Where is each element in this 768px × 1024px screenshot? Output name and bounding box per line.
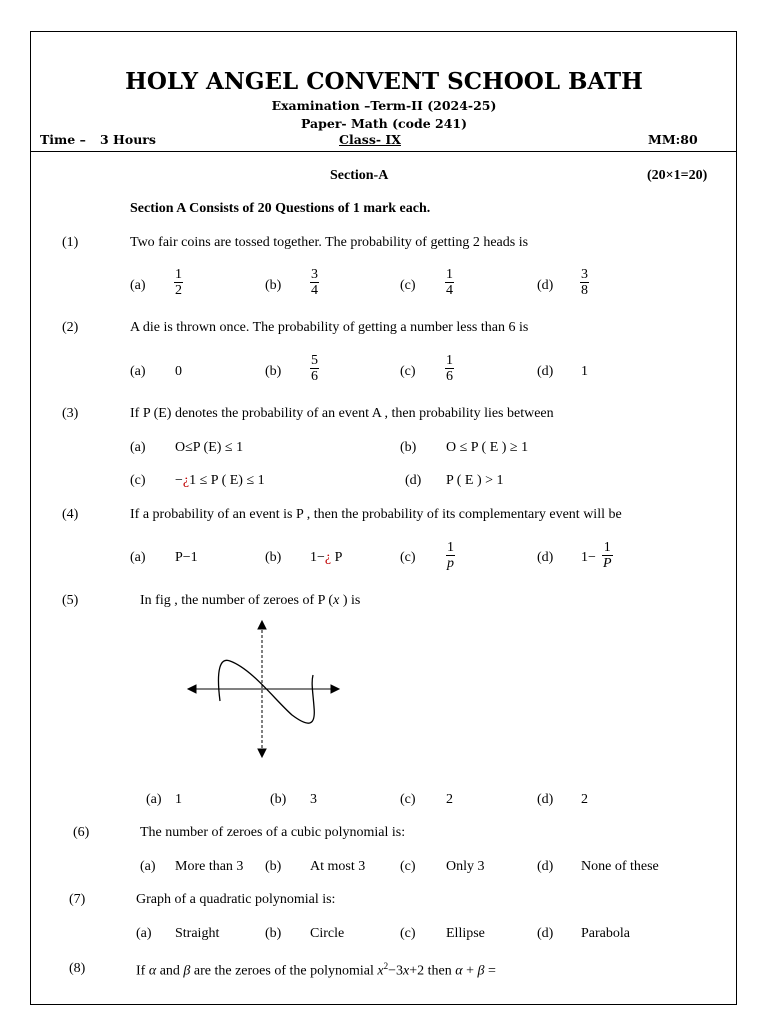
option-label: (b) — [400, 440, 417, 455]
question-number: (5) — [62, 593, 79, 608]
option-label: (a) — [130, 440, 146, 455]
option-label: (d) — [537, 926, 554, 941]
class-label: Class- IX — [339, 132, 401, 147]
school-name: HOLY ANGEL CONVENT SCHOOL BATH — [125, 68, 643, 95]
option-label: (c) — [130, 473, 146, 488]
question-text: If a probability of an event is P , then the probability of its complementary event will be — [130, 507, 622, 522]
polynomial-curve — [218, 660, 314, 723]
option-prefix: 1− — [581, 550, 596, 565]
option-value: Parabola — [581, 926, 630, 941]
option-value: None of these — [581, 859, 659, 874]
option-value: P ( E ) > 1 — [446, 473, 504, 488]
option-value: O≤P (E) ≤ 1 — [175, 440, 244, 455]
x-axis-left-arrow — [188, 685, 196, 693]
option-fraction: $\frac{3}{4}$ — [311, 267, 318, 298]
option-label: (c) — [400, 364, 416, 379]
option-fraction: $\frac{1}{6}$ — [446, 353, 453, 384]
option-fraction: $\frac{3}{8}$ — [581, 267, 588, 298]
option-label: (d) — [537, 859, 554, 874]
max-marks: MM:80 — [648, 132, 698, 147]
question-number: (2) — [62, 320, 79, 335]
x-axis-right-arrow — [331, 685, 339, 693]
option-label: (b) — [265, 859, 282, 874]
section-title: Section-A — [330, 168, 389, 183]
section-instruction: Section A Consists of 20 Questions of 1 mark each. — [130, 201, 431, 216]
option-value: At most 3 — [310, 859, 366, 874]
option-value: P−1 — [175, 550, 198, 565]
question-text: A die is thrown once. The probability of getting a number less than 6 is — [130, 320, 529, 335]
option-label: (a) — [130, 550, 146, 565]
time-value: 3 Hours — [100, 132, 156, 147]
option-label: (a) — [130, 278, 146, 293]
header-divider — [30, 151, 737, 152]
section-marks: (20×1=20) — [647, 168, 708, 183]
option-value: 1 — [581, 364, 588, 379]
exam-title: Examination –Term-II (2024-25) — [271, 98, 497, 113]
option-value: More than 3 — [175, 859, 244, 874]
option-label: (b) — [270, 792, 287, 807]
option-fraction: $\frac{1}{4}$ — [446, 267, 453, 298]
option-label: (a) — [136, 926, 152, 941]
y-axis-down-arrow — [258, 749, 266, 757]
option-fraction: $\frac{1}{2}$ — [175, 267, 182, 298]
question-text: In fig , the number of zeroes of P (x ) is — [140, 593, 361, 608]
question-text: If α and β are the zeroes of the polynomial $x^2-3x+2$ then α + β = — [136, 961, 496, 979]
option-label: (b) — [265, 926, 282, 941]
option-label: (d) — [405, 473, 422, 488]
option-label: (c) — [400, 792, 416, 807]
option-value: Only 3 — [446, 859, 485, 874]
option-value: 2 — [446, 792, 453, 807]
option-value: Ellipse — [446, 926, 485, 941]
option-label: (d) — [537, 792, 554, 807]
question-number: (8) — [69, 961, 86, 976]
option-label: (c) — [400, 550, 416, 565]
option-value: O ≤ P ( E ) ≥ 1 — [446, 440, 529, 455]
option-label: (d) — [537, 364, 554, 379]
option-value: 3 — [310, 792, 317, 807]
option-label: (b) — [265, 550, 282, 565]
question-number: (7) — [69, 892, 86, 907]
option-label: (d) — [537, 550, 554, 565]
option-label: (a) — [140, 859, 156, 874]
question-text: If P (E) denotes the probability of an event A , then probability lies between — [130, 406, 554, 421]
option-label: (a) — [146, 792, 162, 807]
question-number: (6) — [73, 825, 90, 840]
option-label: (c) — [400, 278, 416, 293]
option-value: 0 — [175, 364, 182, 379]
paper-title: Paper- Math (code 241) — [300, 116, 468, 131]
option-fraction: $\frac{1}{P}$ — [603, 540, 612, 571]
y-axis-up-arrow — [258, 621, 266, 629]
option-value: 1−¿ P — [310, 550, 343, 565]
option-label: (d) — [537, 278, 554, 293]
question-text: The number of zeroes of a cubic polynomial is: — [140, 825, 406, 840]
option-fraction: $\frac{5}{6}$ — [311, 353, 318, 384]
question-text: Two fair coins are tossed together. The probability of getting 2 heads is — [130, 235, 529, 250]
question-number: (1) — [62, 235, 79, 250]
option-value: Circle — [310, 926, 345, 941]
question-number: (3) — [62, 406, 79, 421]
option-label: (c) — [400, 926, 416, 941]
option-label: (b) — [265, 364, 282, 379]
option-value: 2 — [581, 792, 588, 807]
option-label: (a) — [130, 364, 146, 379]
option-value: 1 — [175, 792, 182, 807]
option-label: (c) — [400, 859, 416, 874]
question-number: (4) — [62, 507, 79, 522]
option-value: −¿1 ≤ P ( E) ≤ 1 — [175, 473, 265, 488]
question-text: Graph of a quadratic polynomial is: — [136, 892, 336, 907]
option-value: Straight — [175, 926, 220, 941]
option-label: (b) — [265, 278, 282, 293]
time-label: Time – — [40, 132, 86, 147]
polynomial-graph — [180, 615, 350, 765]
option-fraction: $\frac{1}{p}$ — [447, 540, 454, 571]
